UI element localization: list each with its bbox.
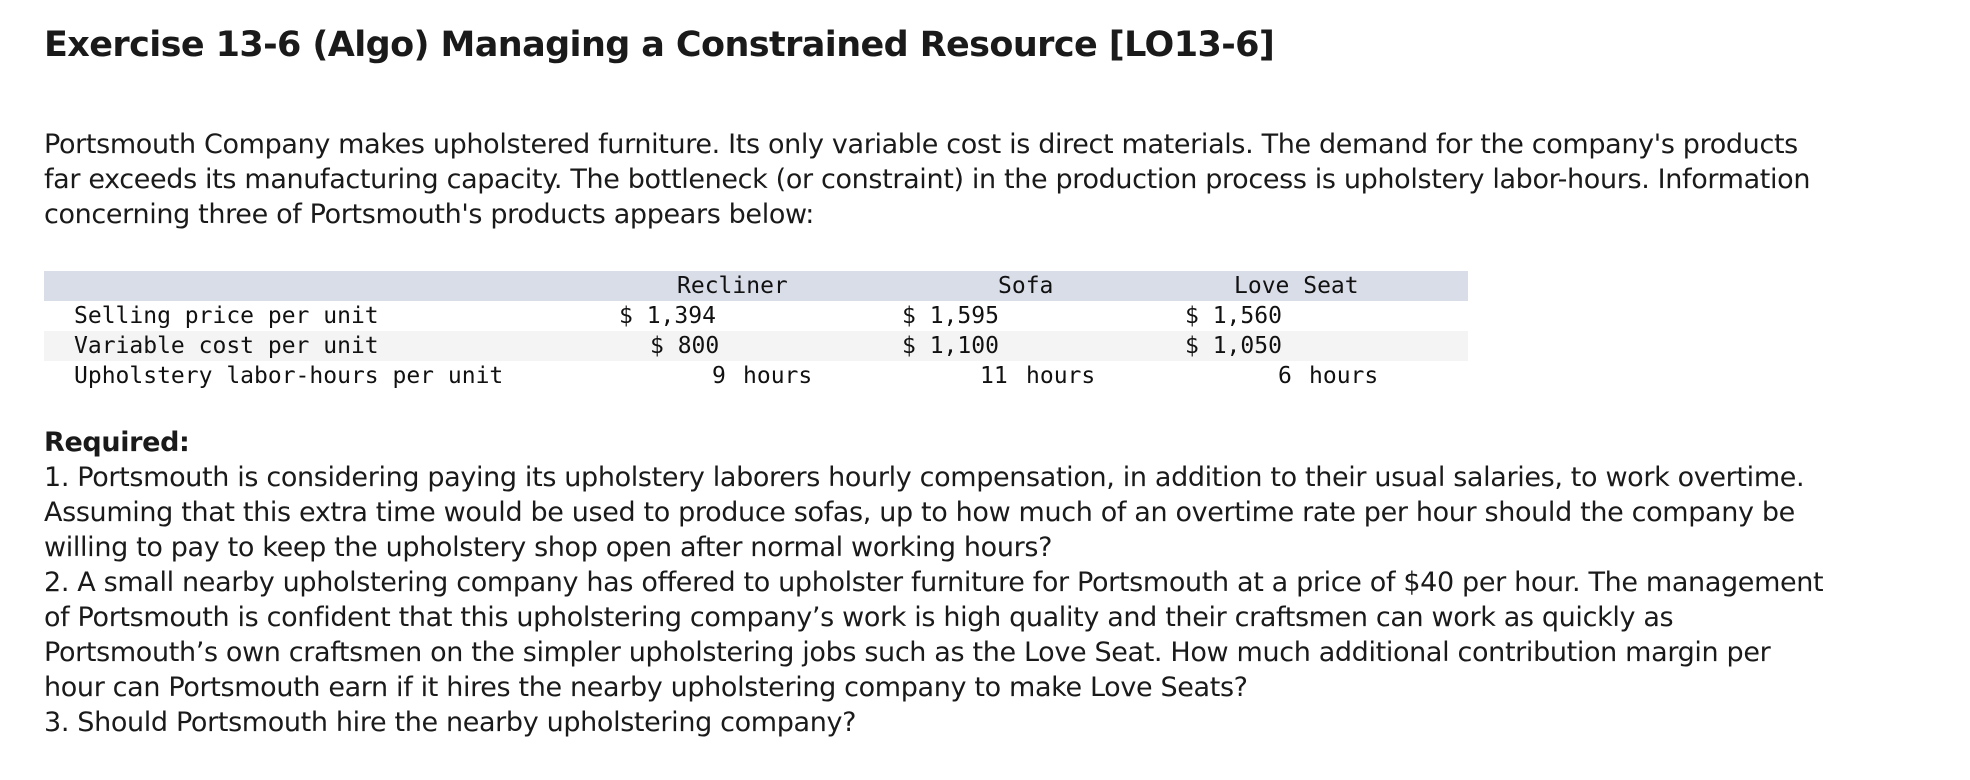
page-title: Exercise 13-6 (Algo) Managing a Constrained Resource [LO13-6]: [44, 25, 1275, 65]
required-line: hour can Portsmouth earn if it hires the nearby upholstering company to make Love Seats?: [44, 672, 1248, 703]
hours-unit: hours: [1026, 363, 1096, 389]
love-seat-selling-price: $ 1,560: [1185, 303, 1282, 329]
recliner-variable-cost: $ 800: [650, 333, 720, 359]
required-line: 2. A small nearby upholstering company has offered to upholster furniture for Portsmouth at a price of $40 per hour. The management: [44, 567, 1824, 598]
sofa-variable-cost: $ 1,100: [902, 333, 999, 359]
sofa-labor-hours: 11: [980, 363, 1008, 389]
column-header-recliner: Recliner: [677, 273, 788, 299]
love-seat-labor-hours: 6: [1278, 363, 1292, 389]
row-label: Selling price per unit: [74, 303, 379, 329]
required-line: Assuming that this extra time would be used to produce sofas, up to how much of an overtime rate per hour should the company be: [44, 497, 1795, 528]
required-line: Portsmouth’s own craftsmen on the simpler upholstering jobs such as the Love Seat. How much additional contribution margin per: [44, 637, 1771, 668]
hours-unit: hours: [743, 363, 813, 389]
sofa-selling-price: $ 1,595: [902, 303, 999, 329]
table-header-row: [44, 271, 1468, 301]
table-row-selling-price: [44, 301, 1468, 331]
required-line: willing to pay to keep the upholstery shop open after normal working hours?: [44, 532, 1053, 563]
required-line: 1. Portsmouth is considering paying its upholstery laborers hourly compensation, in addition to their usual salaries, to work overtime.: [44, 462, 1805, 493]
recliner-labor-hours: 9: [712, 363, 726, 389]
row-label: Variable cost per unit: [74, 333, 379, 359]
required-section: [44, 425, 1954, 740]
row-label: Upholstery labor-hours per unit: [74, 363, 504, 389]
description-line: Portsmouth Company makes upholstered furniture. Its only variable cost is direct materials. The demand for the company's products: [44, 129, 1798, 160]
column-header-love-seat: Love Seat: [1234, 273, 1359, 299]
description-line: concerning three of Portsmouth's products appears below:: [44, 199, 815, 230]
description-line: far exceeds its manufacturing capacity. The bottleneck (or constraint) in the production process is upholstery labor-hours. Information: [44, 164, 1811, 195]
recliner-selling-price: $ 1,394: [619, 303, 716, 329]
required-line: of Portsmouth is confident that this upholstering company’s work is high quality and their craftsmen can work as quickly as: [44, 602, 1674, 633]
problem-description: [44, 127, 1944, 232]
table-row-variable-cost: [44, 331, 1468, 361]
table-row-labor-hours: [44, 361, 1468, 391]
product-data-table: [44, 271, 1468, 391]
hours-unit: hours: [1309, 363, 1379, 389]
column-header-sofa: Sofa: [998, 273, 1054, 299]
required-heading: Required:: [44, 427, 190, 458]
love-seat-variable-cost: $ 1,050: [1185, 333, 1282, 359]
required-line: 3. Should Portsmouth hire the nearby upholstering company?: [44, 707, 857, 738]
